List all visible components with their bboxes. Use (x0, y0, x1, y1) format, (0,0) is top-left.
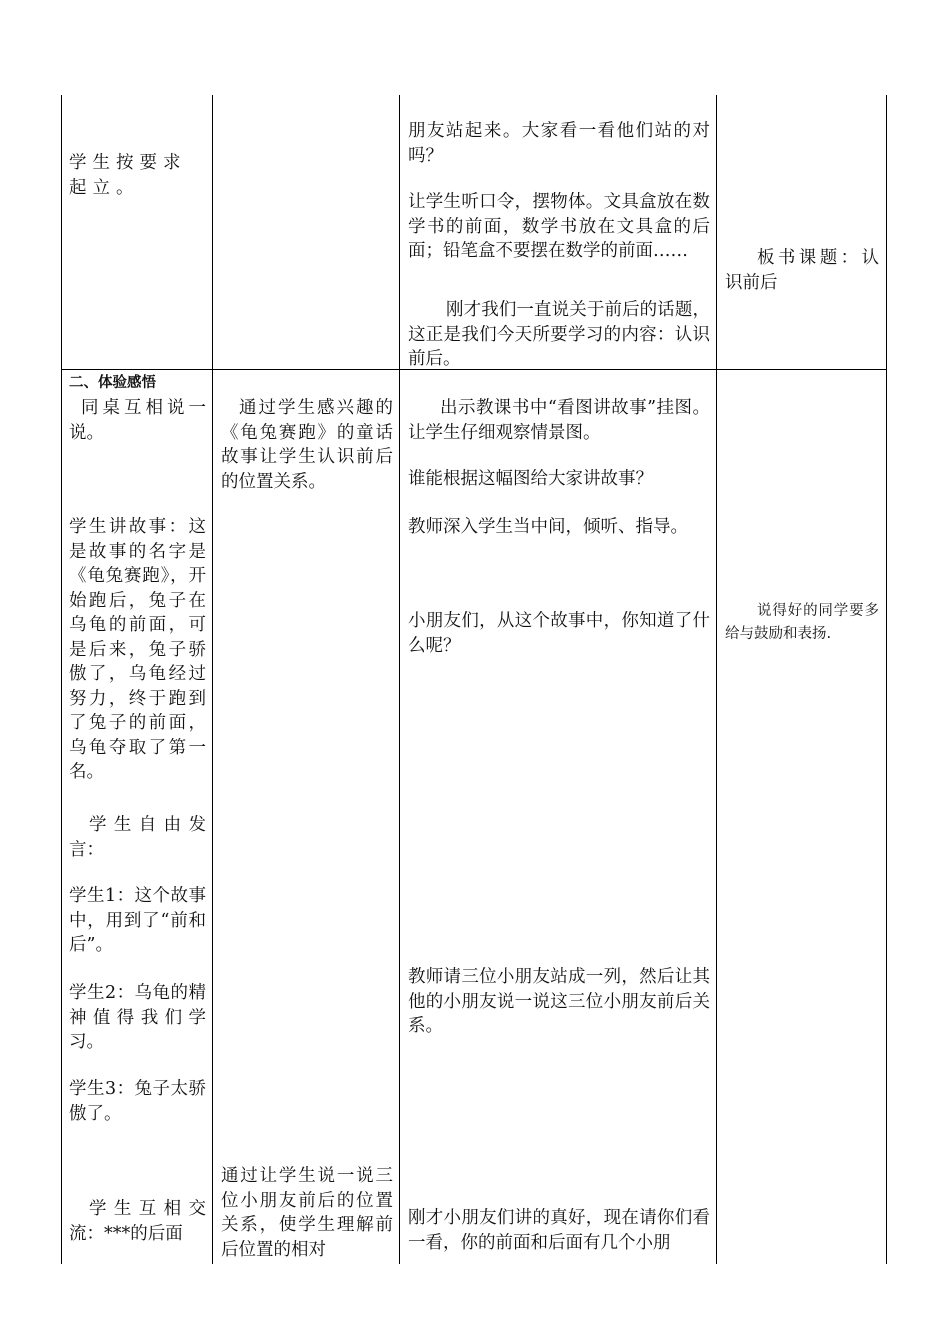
row2-teacher-p1: 出示教课书中“看图讲故事”挂图。让学生仔细观察情景图。 (408, 398, 710, 443)
row2-student-p5: 学生2：乌龟的精神值得我们学习。 (69, 983, 206, 1052)
row2-teacher-p5: 教师请三位小朋友站成一列，然后让其他的小朋友说一说这三位小朋友前后关系。 (408, 967, 710, 1036)
table-border-left (61, 95, 62, 1264)
row2-student-p1: 同桌互相说一说。 (69, 398, 206, 443)
row1-teacher-p3: 刚才我们一直说关于前后的话题，这正是我们今天所要学习的内容：认识前后。 (408, 300, 710, 369)
row1-teacher-p2: 让学生听口令，摆物体。文具盒放在数学书的前面，数学书放在文具盒的后面；铅笔盒不要摆在数学的前面…… (408, 192, 710, 261)
table-column-divider-1 (212, 95, 213, 1264)
row2-student-p2: 学生讲故事：这是故事的名字是《龟兔赛跑》，开始跑后，兔子在乌龟的前面，可是后来，兔子骄傲了，乌龟经过努力，终于跑到了兔子的前面，乌龟夺取了第一名。 (69, 517, 206, 782)
row2-student-p3: 学生自由发言： (69, 815, 206, 860)
row2-student-p4: 学生1：这个故事中，用到了“前和后”。 (69, 886, 206, 955)
table-border-right (886, 95, 887, 1264)
row2-intent-p1: 通过学生感兴趣的《龟兔赛跑》的童话故事让学生认识前后的位置关系。 (221, 398, 393, 492)
row2-intent-p2: 通过让学生说一说三位小朋友前后的位置关系，使学生理解前后位置的相对 (221, 1166, 393, 1260)
row1-student-activity: 学生按要求起立。 (69, 153, 187, 198)
row2-teacher-p6: 刚才小朋友们讲的真好，现在请你们看一看，你的前面和后面有几个小朋 (408, 1208, 710, 1253)
row1-teacher-p1: 朋友站起来。大家看一看他们站的对吗？ (408, 121, 710, 166)
row2-board-note: 说得好的同学要多给与鼓励和表扬. (725, 603, 879, 642)
section-title: 二、体验感悟 (69, 375, 156, 391)
row2-teacher-p2: 谁能根据这幅图给大家讲故事？ (408, 469, 653, 489)
row2-student-p6: 学生3：兔子太骄傲了。 (69, 1079, 206, 1124)
table-column-divider-2 (399, 95, 400, 1264)
row1-board-note: 板书课题：认识前后 (725, 248, 879, 293)
row2-teacher-p3: 教师深入学生当中间，倾听、指导。 (408, 517, 688, 537)
table-column-divider-3 (716, 95, 717, 1264)
row2-teacher-p4: 小朋友们，从这个故事中，你知道了什么呢？ (408, 611, 710, 656)
row2-student-p7: 学生互相交流：***的后面 (69, 1199, 206, 1244)
